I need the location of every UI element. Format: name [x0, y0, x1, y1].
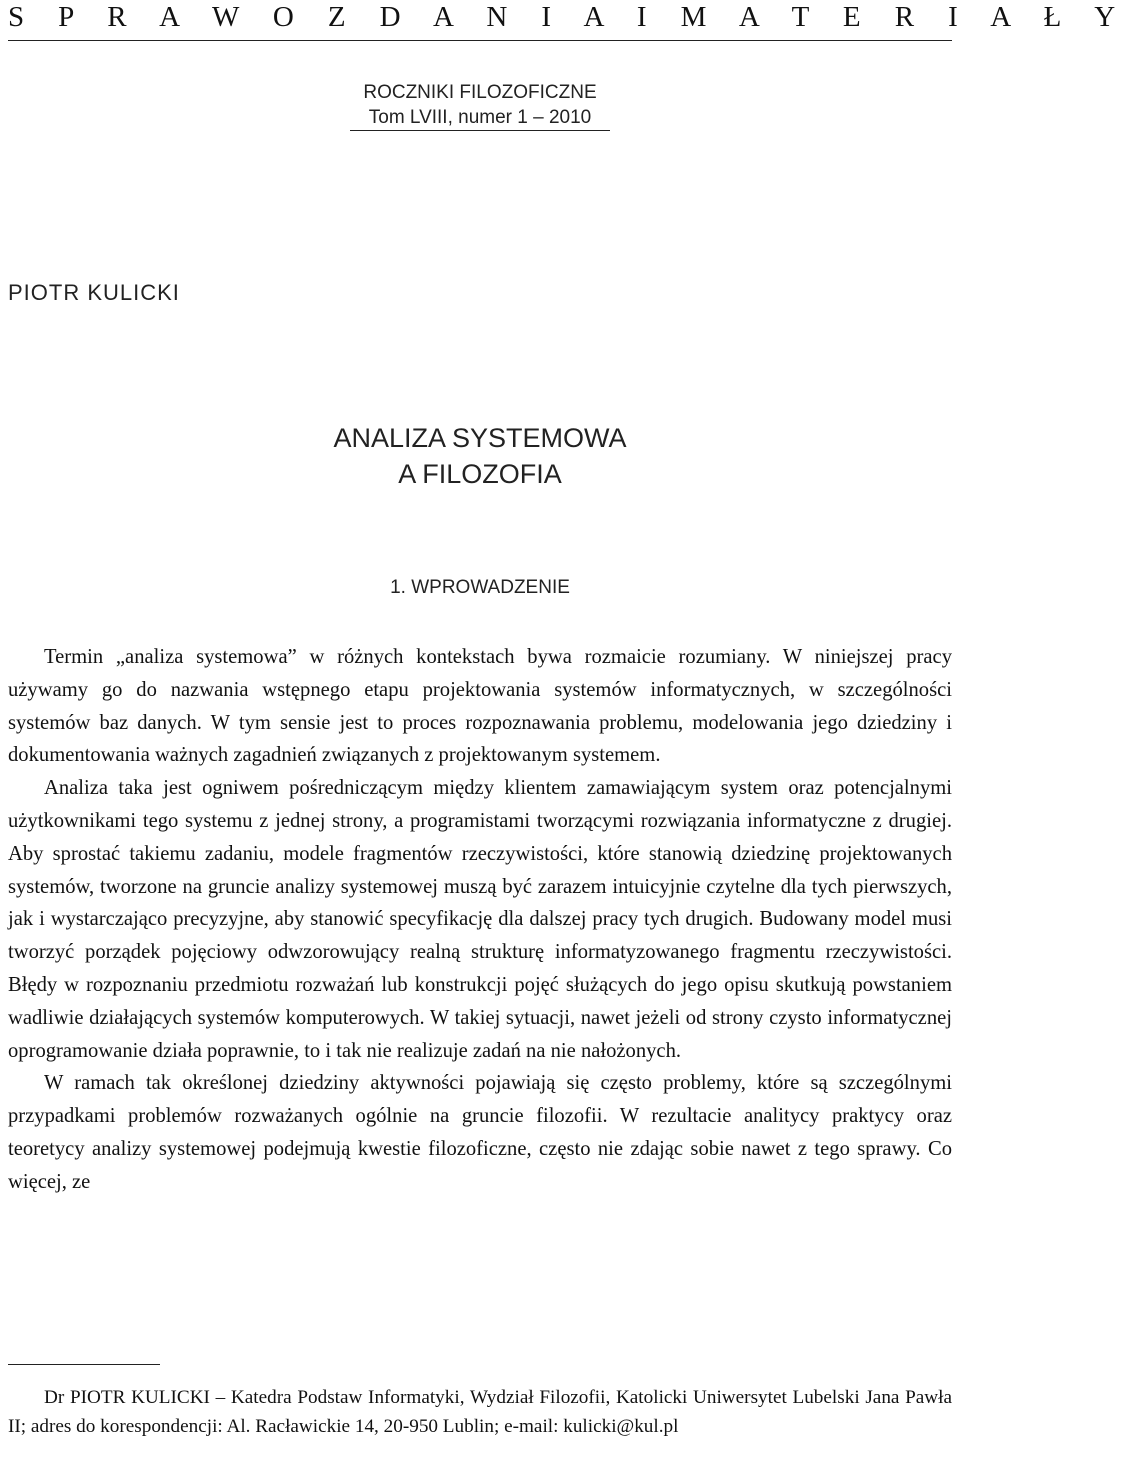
- author-name: PIOTR KULICKI: [8, 280, 180, 305]
- paragraph: Termin „analiza systemowa” w różnych kontekstach bywa rozmaicie rozumiany. W niniejszej pracy używamy go do nazwania wstępnego etapu projektowania systemów informatycznych, w szczególności systemów baz danych. W tym sensie jest to proces rozpoznawania problemu, modelowania jego dziedziny i dokumentowania ważnych zagadnień związanych z projektowanym systemem.: [8, 646, 952, 767]
- footnote-rule: [8, 1364, 160, 1365]
- footnote-text: – Katedra Podstaw Informatyki, Wydział Filozofii, Katolicki Uniwersytet Lubelski Jana Pawła II; adres do korespondencji: Al. Racławickie 14, 20-950 Lublin; e-mail: kulicki@kul.pl: [8, 1387, 953, 1437]
- journal-name: ROCZNIKI FILOZOFICZNE: [363, 82, 597, 103]
- section-heading: 1. WPROWADZENIE: [390, 577, 570, 598]
- title-line-1: ANALIZA SYSTEMOWA: [333, 423, 627, 453]
- footnote-prefix: Dr: [44, 1387, 65, 1408]
- footnote: [8, 1383, 952, 1441]
- paragraph: W ramach tak określonej dziedziny aktywności pojawiają się często problemy, które są szczególnymi przypadkami problemów rozważanych ogólnie na gruncie filozofii. W rezultacie analitycy praktycy oraz teoretycy analizy systemowej podejmują kwestie filozoficzne, często nie zdając sobie nawet z tego sprawy. Co więcej, ze: [8, 1072, 952, 1193]
- article-body: [8, 641, 952, 1199]
- journal-info: [350, 80, 610, 131]
- footnote-author: PIOTR KULICKI: [69, 1387, 210, 1408]
- running-header: S P R A W O Z D A N I A I M A T E R I A Ł Y: [8, 1, 1129, 33]
- paragraph: Analiza taka jest ogniwem pośredniczącym między klientem zamawiającym system oraz potencjalnymi użytkownikami tego systemu z jednej strony, a programistami tworzącymi rozwiązania informatyczne z drugiej. Aby sprostać takiemu zadaniu, modele fragmentów rzeczywistości, które stanowią dziedzinę projektowanych systemów, tworzone na gruncie analizy systemowej muszą być zarazem intuicyjnie czytelne dla tych pierwszych, jak i wystarczająco precyzyjne, aby stanowić specyfikację dla dalszej pracy tych drugich. Budowany model musi tworzyć porządek pojęciowy odwzorowujący realną strukturę informatyzowanego fragmentu rzeczywistości. Błędy w rozpoznaniu przedmiotu rozważań lub konstrukcji pojęć służących do jego opisu skutkują powstaniem wadliwie działających systemów komputerowych. W takiej sytuacji, nawet jeżeli od strony czysto informatycznej oprogramowanie działa poprawnie, to i tak nie realizuje zadań na nie nałożonych.: [8, 777, 952, 1062]
- article-title: [248, 420, 712, 492]
- header-rule: [8, 40, 952, 41]
- title-line-2: A FILOZOFIA: [398, 459, 562, 489]
- journal-volume: Tom LVIII, numer 1 – 2010: [350, 105, 610, 131]
